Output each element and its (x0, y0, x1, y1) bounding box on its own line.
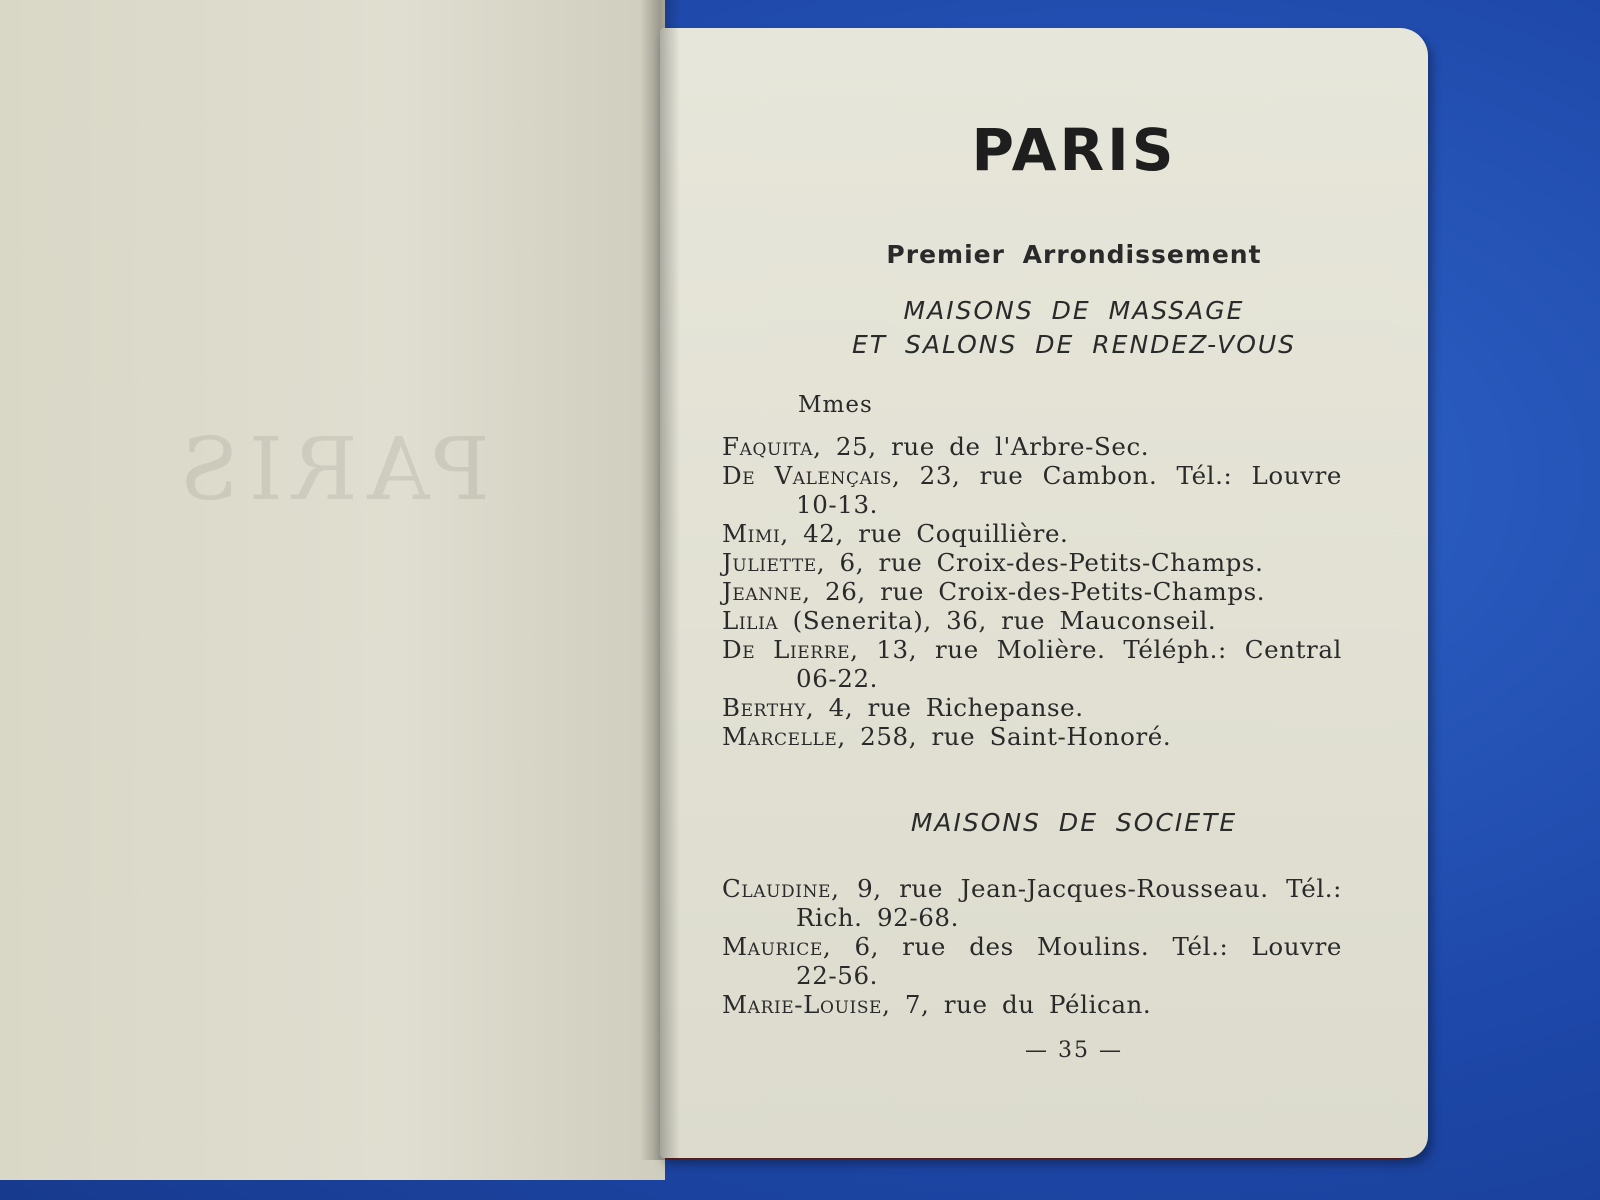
section-heading-massage (660, 294, 1428, 362)
list-item (722, 548, 1342, 577)
entry-name: Jeanne (722, 577, 803, 606)
entry-list-massage (722, 432, 1342, 751)
entry-name: Marie-Louise (722, 990, 883, 1019)
entry-address: , 9, rue Jean-Jacques-Rousseau. Tél.: Rich. 92-68. (796, 874, 1342, 932)
entry-name: Maurice (722, 932, 823, 961)
section-heading-societe: MAISONS DE SOCIETE (910, 808, 1238, 837)
list-item (722, 432, 1342, 461)
list-item (722, 932, 1342, 990)
entry-address: , 23, rue Cambon. Tél.: Louvre 10-13. (796, 461, 1343, 519)
entry-name: Mimi (722, 519, 781, 548)
list-item (722, 577, 1342, 606)
right-page (660, 28, 1428, 1158)
list-item (722, 874, 1342, 932)
entry-address: (Senerita), 36, rue Mauconseil. (778, 606, 1217, 635)
entry-name: Marcelle (722, 722, 838, 751)
book-spine-shadow (640, 0, 680, 1160)
page-subtitle: Premier Arrondissement (886, 240, 1262, 269)
entry-address: , 13, rue Molière. Téléph.: Central 06-22. (796, 635, 1342, 693)
entry-name: Faquita (722, 432, 814, 461)
entry-address: , 7, rue du Pélican. (882, 990, 1152, 1019)
entry-name: Berthy (722, 693, 806, 722)
entry-address: , 26, rue Croix-des-Petits-Champs. (802, 577, 1266, 606)
entry-list-societe (722, 874, 1342, 1019)
list-item (722, 722, 1342, 751)
section-heading-line: MAISONS DE MASSAGE (903, 296, 1245, 325)
entry-name: Juliette (722, 548, 817, 577)
entry-address: , 42, rue Coquillière. (780, 519, 1069, 548)
list-item (722, 990, 1342, 1019)
entry-name: Claudine (722, 874, 832, 903)
show-through-text: PARIS (170, 420, 490, 520)
entry-address: , 6, rue Croix-des-Petits-Champs. (816, 548, 1264, 577)
list-item (722, 519, 1342, 548)
list-item (722, 606, 1342, 635)
entry-name: Lilia (722, 606, 779, 635)
entry-address: , 258, rue Saint-Honoré. (837, 722, 1172, 751)
entry-address: , 25, rue de l'Arbre-Sec. (813, 432, 1150, 461)
entry-address: , 4, rue Richepanse. (805, 693, 1084, 722)
section-heading-line: ET SALONS DE RENDEZ-VOUS (851, 330, 1297, 359)
list-item (722, 635, 1342, 693)
page-number: — 35 — (1025, 1038, 1123, 1063)
list-item (722, 461, 1342, 519)
entry-name: De Lierre (722, 635, 851, 664)
list-item (722, 693, 1342, 722)
entry-name: De Valençais (722, 461, 893, 490)
page-title: PARIS (971, 116, 1177, 184)
left-page (0, 0, 665, 1180)
entry-address: , 6, rue des Moulins. Tél.: Louvre 22-56. (796, 932, 1342, 990)
honorific-prefix: Mmes (798, 392, 873, 418)
